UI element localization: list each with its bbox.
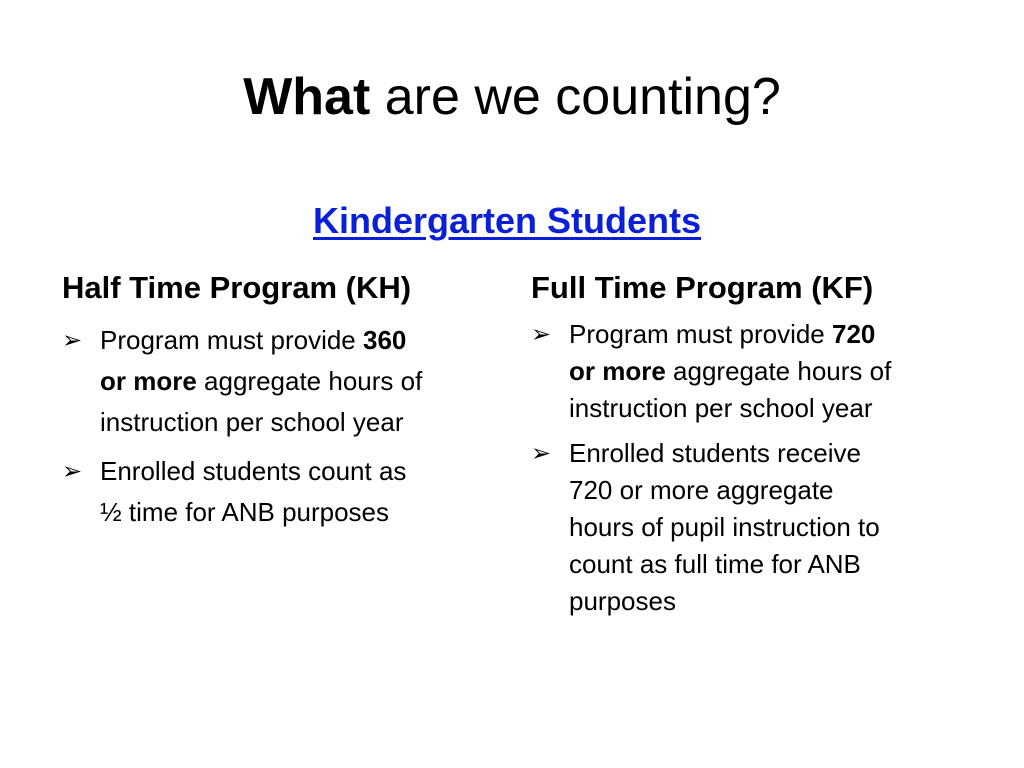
list-item [531,435,971,620]
bullet-line [569,316,971,353]
half-time-bullet-list [62,320,502,533]
slide-title [0,62,1024,132]
title-rest: are we counting? [370,68,781,126]
bullet-bold-number: 360 [362,325,407,355]
bullet-bold-text: or more [569,356,666,386]
bullet-line [569,353,971,390]
bullet-line: instruction per school year [569,393,873,423]
bullet-text: Program must provide [100,325,363,355]
bullet-text: Program must provide [569,319,832,349]
bullet-line: Enrolled students receive [569,438,861,468]
arrow-bullet-icon: ➢ [531,321,552,348]
full-time-heading: Full Time Program (KF) [531,270,874,305]
half-time-heading: Half Time Program (KH) [62,270,412,305]
bullet-line: purposes [569,586,676,616]
half-time-column [62,266,502,541]
bullet-bold-number: 720 [831,319,876,349]
bullet-text: aggregate hours of [196,366,423,396]
bullet-line [100,320,502,361]
bullet-line [100,361,502,402]
arrow-bullet-icon: ➢ [62,458,83,485]
bullet-line: hours of pupil instruction to [569,512,880,542]
full-time-column [531,266,971,628]
arrow-bullet-icon: ➢ [531,440,552,467]
bullet-line: ½ time for ANB purposes [100,497,390,527]
full-time-bullet-list [531,316,971,620]
bullet-line: instruction per school year [100,407,404,437]
title-bold-word: What [243,68,371,126]
bullet-line: count as full time for ANB [569,549,861,579]
list-item [62,451,502,533]
subtitle-kindergarten-students: Kindergarten Students [312,200,702,241]
bullet-line: Enrolled students count as [100,456,407,486]
list-item [531,316,971,427]
list-item [62,320,502,443]
bullet-bold-text: or more [100,366,197,396]
bullet-text: aggregate hours of [665,356,892,386]
bullet-line: 720 or more aggregate [569,475,834,505]
arrow-bullet-icon: ➢ [62,327,83,354]
